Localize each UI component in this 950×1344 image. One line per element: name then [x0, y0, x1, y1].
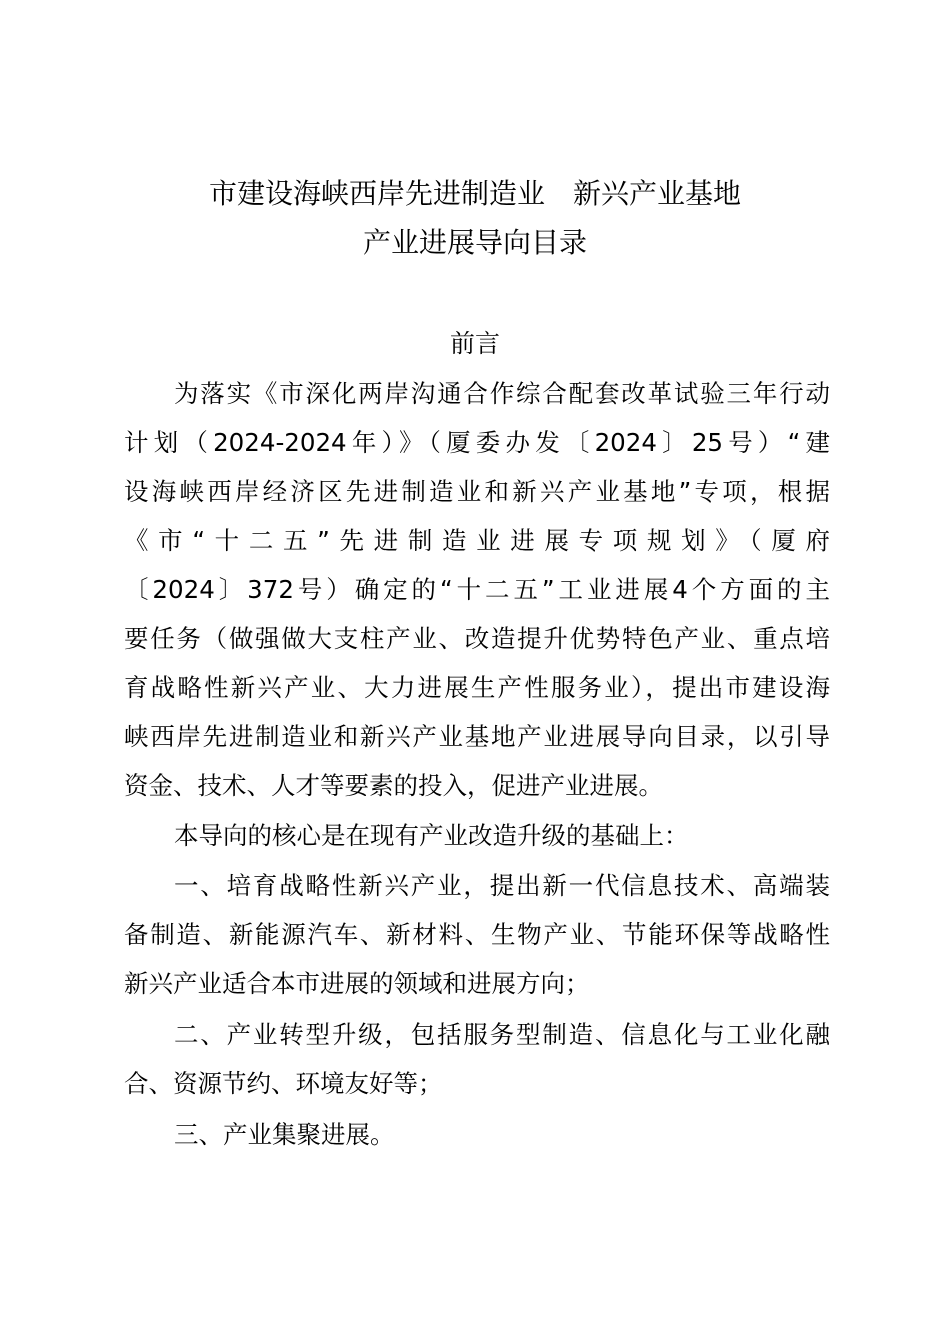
paragraph-line: 资金、技术、人才等要素的投入，促进产业进展。 [124, 771, 663, 800]
paragraph-line: 设海峡西岸经济区先进制造业和新兴产业基地”专项，根据 [124, 477, 830, 506]
paragraph-line: 〔2024〕372号）确定的“十二五”工业进展4个方面的主 [124, 575, 830, 604]
document-title-line-2: 产业进展导向目录 [362, 226, 587, 259]
list-item-line: 一、培育战略性新兴产业，提出新一代信息技术、高端装 [174, 871, 830, 900]
list-item-line: 备制造、新能源汽车、新材料、生物产业、节能环保等战略性 [124, 920, 830, 949]
list-item-line: 合、资源节约、环境友好等； [124, 1069, 443, 1098]
paragraph-line: 计划（2024-2024年）》（厦委办发〔2024〕25号）“建 [124, 428, 830, 457]
paragraph-line: 育战略性新兴产业、大力进展生产性服务业），提出市建设海 [124, 673, 830, 702]
paragraph-line: 峡西岸先进制造业和新兴产业基地产业进展导向目录，以引导 [124, 722, 830, 751]
list-item-line: 三、产业集聚进展。 [174, 1120, 395, 1149]
paragraph-line: 为落实《市深化两岸沟通合作综合配套改革试验三年行动 [174, 379, 830, 408]
paragraph-line: 《市“十二五”先进制造业进展专项规划》（厦府 [124, 526, 830, 555]
paragraph-line: 要任务（做强做大支柱产业、改造提升优势特色产业、重点培 [124, 624, 830, 653]
section-heading-preface: 前言 [449, 329, 500, 358]
paragraph-line: 本导向的核心是在现有产业改造升级的基础上： [174, 821, 689, 850]
list-item-line: 新兴产业适合本市进展的领域和进展方向； [124, 969, 590, 998]
list-item-line: 二、产业转型升级，包括服务型制造、信息化与工业化融 [174, 1020, 830, 1049]
document-title-line-1: 市建设海峡西岸先进制造业 新兴产业基地 [208, 177, 741, 210]
